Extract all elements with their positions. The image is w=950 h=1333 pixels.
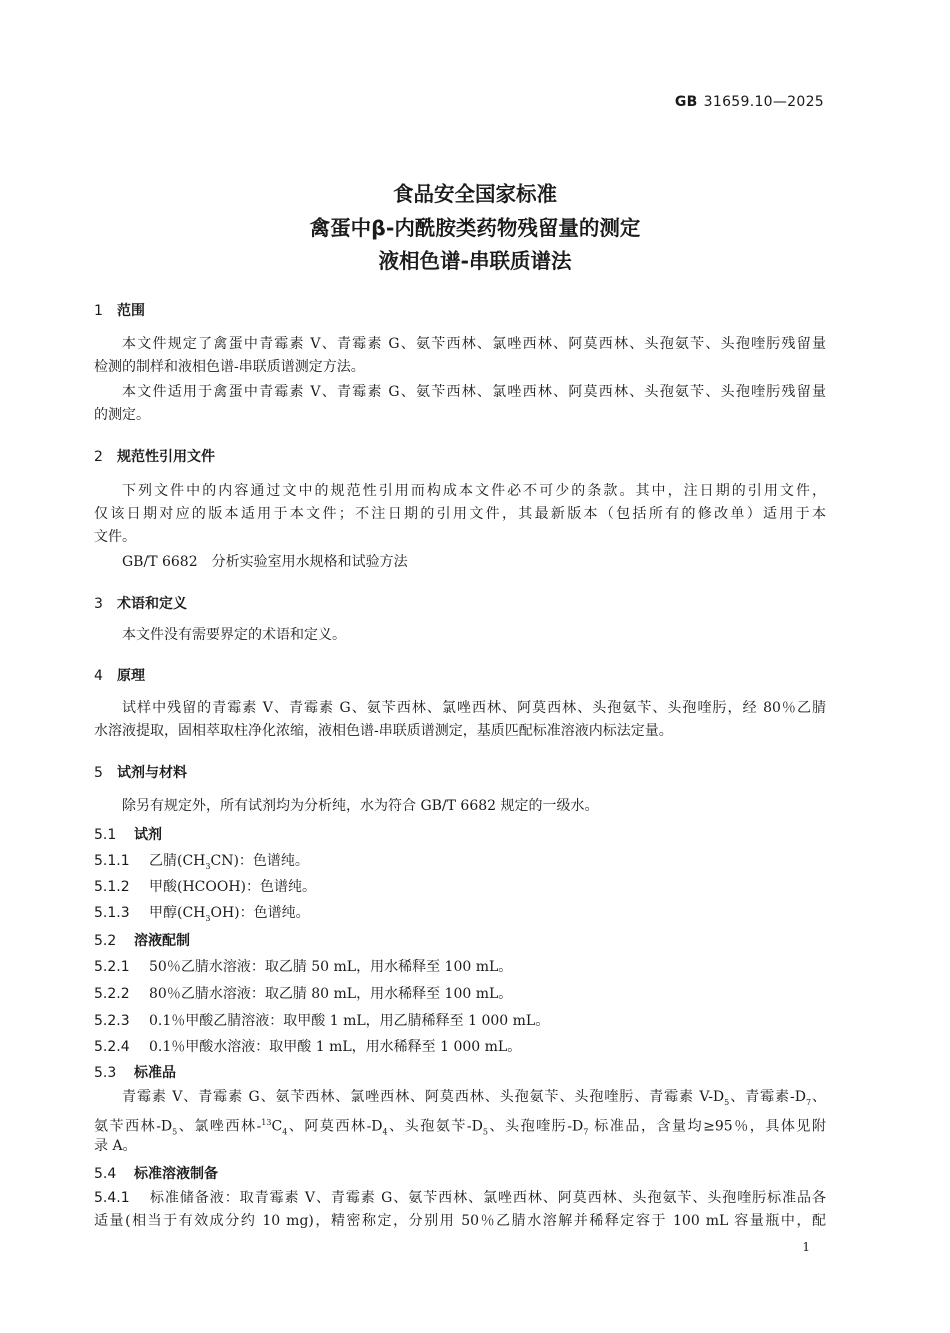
standard-code: GB 31659.10—2025 [674, 94, 824, 110]
s53-line3: 录 A。 [94, 1138, 137, 1154]
section-5-2-heading: 5.2 溶液配制 [94, 933, 190, 949]
s3-p1: 本文件没有需要界定的术语和定义。 [122, 627, 346, 643]
s1-p1-line1: 本文件规定了禽蛋中青霉素 V、青霉素 G、氨苄西林、氯唑西林、阿莫西林、头孢氨苄、头孢喹肟残留量 [122, 336, 826, 352]
section-5-1-heading: 5.1 试剂 [94, 827, 162, 843]
s1-p1-line2: 检测的制样和液相色谱-串联质谱测定方法。 [94, 359, 365, 375]
s4-p1-line2: 水溶液提取，固相萃取柱净化浓缩，液相色谱-串联质谱测定，基质匹配标准溶液内标法定量。 [94, 723, 673, 739]
s1-p2-line2: 的测定。 [94, 407, 150, 423]
s4-p1-line1: 试样中残留的青霉素 V、青霉素 G、氨苄西林、氯唑西林、阿莫西林、头孢氨苄、头孢喹肟，经 80％乙腈 [122, 700, 826, 716]
s2-p1-line1: 下列文件中的内容通过文中的规范性引用而构成本文件必不可少的条款。其中，注日期的引用文件， [122, 483, 826, 499]
item-5-2-1: 5.2.1 50％乙腈水溶液：取乙腈 50 mL，用水稀释至 100 mL。 [94, 959, 513, 975]
section-4-heading: 4 原理 [94, 668, 145, 684]
title-line-3: 液相色谱-串联质谱法 [378, 249, 572, 273]
section-1-heading: 1 范围 [94, 303, 145, 319]
item-5-4-1-line2: 适量(相当于有效成分约 10 mg)，精密称定，分别用 50％乙腈水溶解并稀释定容于 100 mL 容量瓶中，配 [94, 1213, 826, 1229]
page-number: 1 [802, 1240, 810, 1254]
title-line-1: 食品安全国家标准 [393, 182, 557, 206]
s2-reference: GB/T 6682 分析实验室用水规格和试验方法 [122, 554, 408, 570]
section-2-heading: 2 规范性引用文件 [94, 449, 215, 465]
item-5-2-2: 5.2.2 80％乙腈水溶液：取乙腈 80 mL，用水稀释至 100 mL。 [94, 986, 513, 1002]
item-5-1-3: 5.1.3 甲醇$(CH_3OH)$：色谱纯。 [94, 905, 310, 923]
s5-p1: 除另有规定外，所有试剂均为分析纯，水为符合 GB/T 6682 规定的一级水。 [122, 798, 599, 814]
title-line-2: 禽蛋中β-内酰胺类药物残留量的测定 [309, 216, 641, 240]
s1-p2-line1: 本文件适用于禽蛋中青霉素 V、青霉素 G、氨苄西林、氯唑西林、阿莫西林、头孢氨苄、头孢喹肟残留量 [122, 384, 826, 400]
s2-p1-line3: 文件。 [94, 529, 136, 545]
s53-line2: 氨苄西林$-D_5$、氯唑西林$-^{13}C_4$、阿莫西林$-D_4$、头孢氨苄$-D_5$、头孢喹肟$-D_7$ 标准品，含量均≥95％，具体见附 [94, 1118, 826, 1137]
s2-p1-line2: 仅该日期对应的版本适用于本文件；不注日期的引用文件，其最新版本（包括所有的修改单）适用于本 [94, 506, 826, 522]
section-3-heading: 3 术语和定义 [94, 596, 187, 612]
item-5-2-3: 5.2.3 0.1％甲酸乙腈溶液：取甲酸 1 mL，用乙腈稀释至 1 000 mL。 [94, 1013, 550, 1029]
item-5-4-1-line1: 5.4.1 标准储备液：取青霉素 V、青霉素 G、氨苄西林、氯唑西林、阿莫西林、头孢氨苄、头孢喹肟标准品各 [94, 1190, 826, 1206]
s53-line1: 青霉素 V、青霉素 G、氨苄西林、氯唑西林、阿莫西林、头孢氨苄、头孢喹肟、青霉素 $V-D_5$、青霉素$-D_7$、 [122, 1089, 826, 1107]
section-5-3-heading: 5.3 标准品 [94, 1065, 176, 1081]
section-5-4-heading: 5.4 标准溶液制备 [94, 1166, 218, 1182]
item-5-1-2: 5.1.2 甲酸(HCOOH)：色谱纯。 [94, 879, 317, 895]
section-5-heading: 5 试剂与材料 [94, 765, 187, 781]
item-5-1-1: 5.1.1 乙腈$(CH_3CN)$：色谱纯。 [94, 853, 309, 871]
item-5-2-4: 5.2.4 0.1％甲酸水溶液：取甲酸 1 mL，用水稀释至 1 000 mL。 [94, 1039, 522, 1055]
